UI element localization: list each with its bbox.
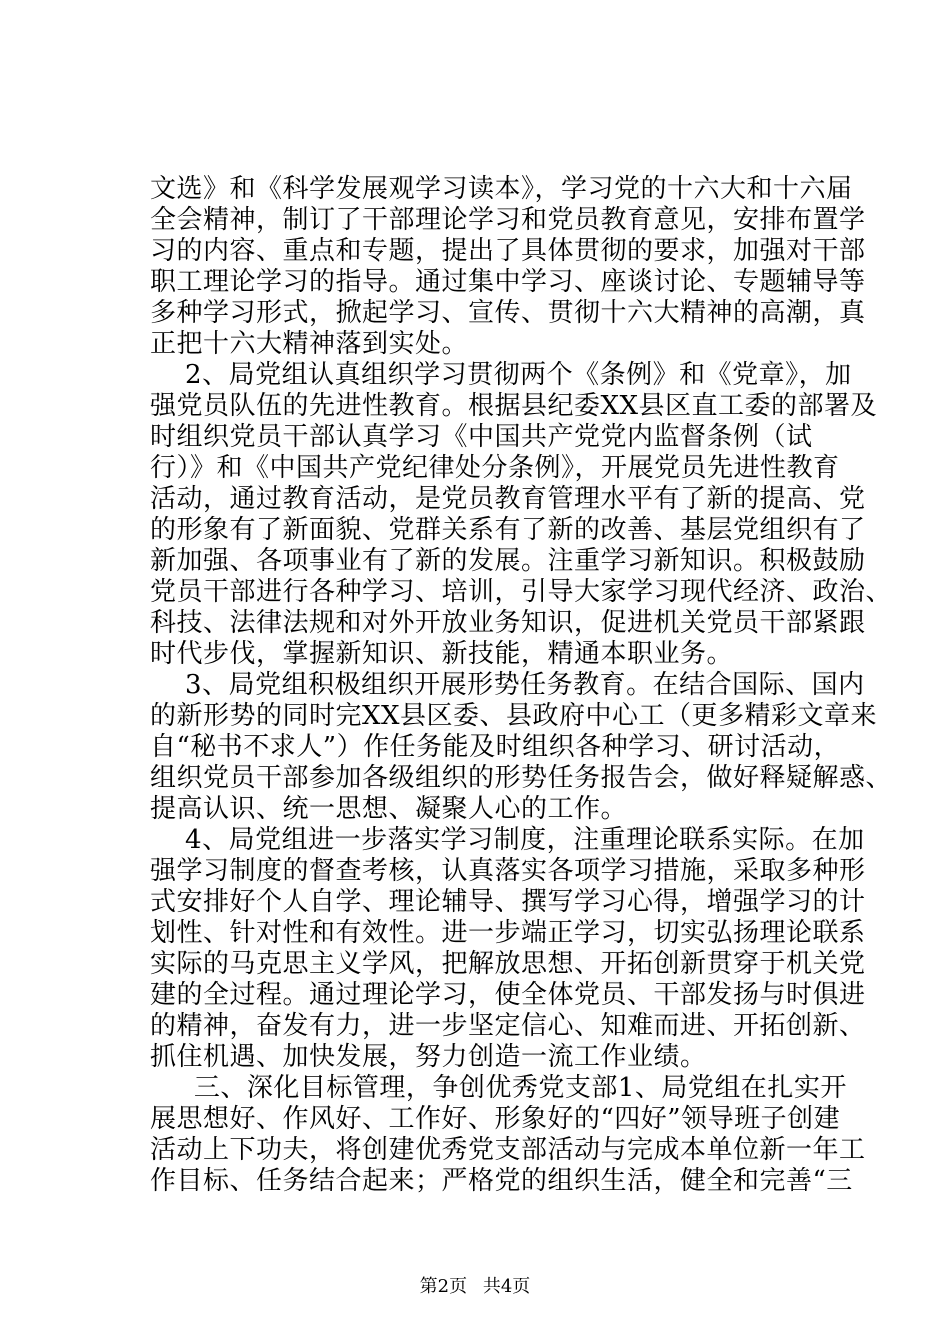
- text-line: 新加强、各项事业有了新的发展。注重学习新知识。积极鼓励: [150, 546, 866, 576]
- text-line: 3、局党组积极组织开展形势任务教育。在结合国际、国内: [150, 670, 865, 700]
- text-line: 的形象有了新面貌、党群关系有了新的改善、基层党组织有了: [150, 515, 866, 545]
- text-line: 抓住机遇、加快发展，努力创造一流工作业绩。: [150, 1042, 707, 1072]
- text-line: 划性、针对性和有效性。进一步端正学习，切实弘扬理论联系: [150, 918, 866, 948]
- text-line: 活动上下功夫，将创建优秀党支部活动与完成本单位新一年工: [150, 1135, 866, 1165]
- text-line: 正把十六大精神落到实处。: [150, 329, 469, 359]
- text-line: 活动，通过教育活动，是党员教育管理水平有了新的提高、党: [150, 484, 866, 514]
- text-line: 建的全过程。通过理论学习，使全体党员、干部发扬与时俱进: [150, 980, 866, 1010]
- text-line: 习的内容、重点和专题，提出了具体贯彻的要求，加强对干部: [150, 236, 866, 266]
- text-line: 组织党员干部参加各级组织的形势任务报告会，做好释疑解惑、: [150, 763, 893, 793]
- page-total: 共4页: [482, 1276, 531, 1297]
- text-line: 的精神，奋发有力，进一步坚定信心、知难而进、开拓创新、: [150, 1011, 866, 1041]
- text-line: 作目标、任务结合起来；严格党的组织生活，健全和完善“三: [150, 1166, 853, 1196]
- text-line: 强党员队伍的先进性教育。根据县纪委XX县区直工委的部署及: [150, 391, 878, 421]
- text-line: 科技、法律法规和对外开放业务知识，促进机关党员干部紧跟: [150, 608, 866, 638]
- text-line: 党员干部进行各种学习、培训，引导大家学习现代经济、政治、: [150, 577, 893, 607]
- text-line: 多种学习形式，掀起学习、宣传、贯彻十六大精神的高潮，真: [150, 298, 866, 328]
- page-footer: [0, 1276, 950, 1298]
- text-line: 时代步伐，掌握新知识、新技能，精通本职业务。: [150, 639, 734, 669]
- text-line: 展思想好、作风好、工作好、形象好的“四好”领导班子创建: [150, 1104, 841, 1134]
- text-line: 提高认识、统一思想、凝聚人心的工作。: [150, 794, 628, 824]
- text-line: 行）》和《中国共产党纪律处分条例》，开展党员先进性教育: [150, 453, 840, 483]
- text-line: 的新形势的同时完XX县区委、县政府中心工（更多精彩文章来: [150, 701, 878, 731]
- text-line: 职工理论学习的指导。通过集中学习、座谈讨论、专题辅导等: [150, 267, 866, 297]
- text-line: 三、深化目标管理，争创优秀党支部1、局党组在扎实开: [150, 1073, 847, 1103]
- text-line: 2、局党组认真组织学习贯彻两个《条例》和《党章》，加: [150, 360, 852, 390]
- document-body: [150, 174, 893, 1197]
- text-line: 全会精神，制订了干部理论学习和党员教育意见，安排布置学: [150, 205, 866, 235]
- text-line: 时组织党员干部认真学习《中国共产党党内监督条例（试: [150, 422, 813, 452]
- text-line: 强学习制度的督查考核，认真落实各项学习措施，采取多种形: [150, 856, 866, 886]
- text-line: 式安排好个人自学、理论辅导、撰写学习心得，增强学习的计: [150, 887, 866, 917]
- text-line: 实际的马克思主义学风，把解放思想、开拓创新贯穿于机关党: [150, 949, 866, 979]
- page-number: 第2页: [419, 1276, 468, 1297]
- text-line: 文选》和《科学发展观学习读本》，学习党的十六大和十六届: [150, 174, 853, 204]
- text-line: 4、局党组进一步落实学习制度，注重理论联系实际。在加: [150, 825, 865, 855]
- text-line: 自“秘书不求人”）作任务能及时组织各种学习、研讨活动，: [150, 732, 841, 762]
